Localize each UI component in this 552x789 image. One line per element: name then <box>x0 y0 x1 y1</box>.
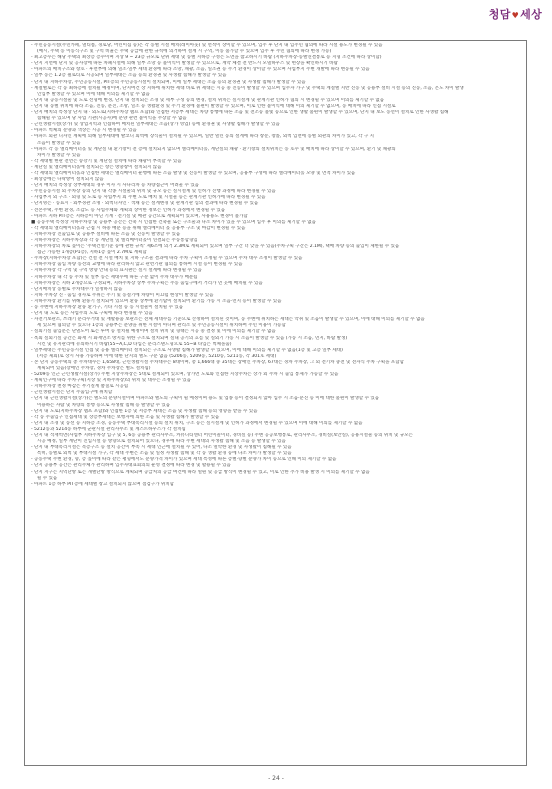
logo-text: 청담 <box>488 8 511 21</box>
notice-line: - 단지 내 도로 등은 사업주의 도로 구획에 따라 변경될 수 있음 <box>31 311 153 317</box>
notice-line: - 아파트 지하 PIT층은 지하층이 아닌 기계 · 전기실 및 배관 공간으로 계획되어 있으며, 사용용도 변경이 불가함 <box>31 213 248 219</box>
notice-line: - 본 단지 공동주택의 총 주차대수는 1,658대, 근린생활시설 주차대수는 8대이며, 총 1,666대 중 35대는 장애인 주차장, 67대는 경차 주차장, 그 외 전기차 충전 및 전자식 주차 구획을 포함함 <box>31 359 404 365</box>
notice-line: - 계단실 및 엘리베이터홀에 설치되는 창은 방충창이 설치되지 않음 <box>31 164 162 170</box>
notice-line: - 단지 지면에 단지 및 공사장에 따른 차폐시설에 의해 일부 조망 등 불이익이 발생할 수 있으므로, 계약 체결 전 반드시 모델하우스 및 현장을 확인하시기 바람 <box>31 61 338 67</box>
notice-line: - 근린생활시설은 단지 주출입구에 위치함 <box>31 390 113 396</box>
notice-line: - 주민공동시설 외 주차장 등의 단지 내 각종 시설물의 위치 및 규모 등은 실시설계 및 인허가 진행 과정에 따라 변경될 수 있음 <box>31 189 276 195</box>
notice-line: - 단지 배치의 특성상 단지 내 · 외도로(지하주차장 램프 포함)와 인접한 저층부 세대는 차량 통행에 따른 소음 및 전조등 불빛 등으로 인한 생활 불편이 발생할 수 있으며, 단지 내 보도 동선이 설치로 인한 사생활 침해 <box>31 110 449 116</box>
notice-line: 인입부 발생할 수 있으며 이에 대해 이의를 제기할 수 없음 <box>37 91 150 97</box>
notice-line: - 지하주차장 출입 차량 동선의 교행에 따라 관리하지 않고 관련기관 협의를 통하여 시설 등이 변경될 수 있음 <box>31 262 243 268</box>
notice-line: - 단지배치상 동별로 주차대수가 일정하지 않음 <box>31 286 123 292</box>
notice-line: - 공동주택 주변 환경, 향, 층 높이에 따라 같은 평형에서도 분양가격 차이가 있으며 세대 특성에 따른 층별·향별 분양가 차이 등으로 인해 이의 제기할 수 없음 <box>31 457 337 463</box>
notice-line: - 지하주차장 천정 마감은 무기질계 뿜칠로 시공됨 <box>31 384 129 390</box>
notice-line: - 단지 배치의 특성상 상부세대의 경우 이사 시 사다리차 등 차량접근이 어려울 수 있음 <box>31 183 200 189</box>
notice-line: - 아파트의 배치구조와 창호 · 후면부에 의해 일조·일부 세대 환경에 따라 조망, 채광, 소음, 일조권 등 주거 환경이 상이할 수 있으며 사업부지 주변 개발에 따라 변동될 수 있음 <box>31 67 370 73</box>
page-number: - 24 - <box>268 775 284 782</box>
notice-line: - 지하주차장 진출입로 및 공용부 설비에 따른 소음 및 진동이 발생할 수 있음 <box>31 231 181 237</box>
notice-line: - 지하주차장 환기를 위해 환풍기 설치되어 있으며 환풍 상부에 환기탑이 설치되어 환기를 가동 시 소음·먼지 등이 발생할 수 있음 <box>31 298 282 304</box>
notice-line: - 단지 공용부 공간은 관리주체가 관리하며 입주자대표회의의 운영 결정에 따라 변경 및 활용될 수 있음 <box>31 463 231 469</box>
notice-line: - 단지 내 도로(지하주차장 램프 포함)와 인접한 1층 및 저층부 세대는 소음 및 사생활 침해 등의 영향을 받을 수 있음 <box>31 408 258 414</box>
notice-line: - 지하주차장은 지하주차장과 각 동 계단실 및 엘리베이터홀이 연결되는 주동통합형임 <box>31 238 198 243</box>
notice-box <box>24 40 527 766</box>
notice-line: - 일부세대는 주민공동시설 인접 및 공용 엘리베이터 설치되는 구조로 사생활 침해가 발생할 수 있으며, 이에 대해 이의를 제기할 수 없음(1층 및 고층 일부 세대) <box>31 347 343 353</box>
notice-line: - 아파트 외관 디자인 계획에 의해 일부세대에 발코니 외벽에 장식물이 설치될 수 있으며, 일반 열린 동의 설계에 따라 창문, 창틀, 외벽 입면에 동별 외관의 차이가 있고, 각 구 지 <box>31 134 374 140</box>
notice-line: - 근린생활시설(상가) 및 상업지역과 인접하여 배치된 일부세대는 소음(상가 영업) 등에 환경권 및 사생활 침해가 발생할 수 있음 <box>31 122 280 128</box>
notice-line: 침해될 수 있으며 당 사업 기관(시공사)에 분양 관련 불이익을 주장할 수 없음 <box>37 116 187 122</box>
notice-line: - 단지 내 근린생활시설(상가)은 별도의 분양시설이며 아파트와 별도의 구획이 될 예정이며 용도 및 업종 등이 결정되지 않아 입주 시 소음·분진 등 이에 대한 불편이 발생할 수 있음 <box>31 396 380 402</box>
notice-line: - 동 주변에 지하주차장 환풍 환기구, 기타 시설 등 동 시설물이 설치될 수 있음 <box>31 305 184 311</box>
notice-line: - 사업부지 외 구조 · 외형 및 도로 등 사업부지 외 주변 도로 배치 및 시설물 등은 관계기관 인허가에 따라 변경될 수 있음 <box>31 195 266 201</box>
notice-line: - 각 동 주출입구 인접세대 및 상층부세대는 보행자에 의한 소음 및 사생활 침해가 발생할 수 있음 <box>31 414 220 420</box>
notice-line: - 5209동 인근 근린생활시설(상가) 주변 지상주차장은 5대로 설계되어 있으며, 상가면 도로와 인접한 지상주차는 상가 외 주차 시 출입 통제가 가능할 수 있음 <box>31 372 339 378</box>
notice-line: - 각 세대의 엘리베이터홀과 인접한 세대는 엘리베이터 운행에 따른 소음 발생 및 진동이 발생할 수 있으며, 공용부 구성에 따라 엘리베이터홀 모양 및 면적 차이가 있음 <box>31 170 356 176</box>
notice-line: - 지하 주차장 진 · 출입 경사로 주위는 주기 및 동절기에 차량이 미끄럼 현상이 발생할 수 있음 <box>31 292 214 298</box>
notice-line: - 지하주차장 내 각 동 주차 및 일부 동은 세대수에 따른 구분 없이 주차 대수가 배분됨 <box>31 274 198 280</box>
notice-line: - 5212동과 5214동 하부에 군관시설 관리사무소 및 계스트하우스가 각 설치됨 <box>31 426 186 432</box>
notice-line: - 단지 내 동별 위치에 따라 소음, 진동, 분진, 조망, 일조 등 생활환경 및 주거 환경에 불편이 발생할 수 있으며, 이로 인한 불이익에 대해 이의 제기할 수 없으며, 동 배치에 따라 인접 시설로 <box>31 103 396 109</box>
notice-line: 차이가 발생할 수 있음 <box>37 152 81 158</box>
notice-line: - 견본주택, 주변 환경, 조감도 등 사업주체와 계획의 상이한 정보는 인허가 과정에서 변경될 수 있음 <box>31 207 226 213</box>
notice-line: 특히, 동별로 외벽 및 부대시설 가구, 각 세대 주변은 소음 및 일정 사생활 침해 및 각 동 생활 환경 등에 다소 차이가 발생할 수 있음 <box>37 451 292 457</box>
notice-line: - 단지 내 부대복리시설은 복층구조 등 설치 공간이 부족 시 세대 인근에 설치될 수 있어, 다소 열악한 환경 및 사생활이 침해될 수 있음 <box>31 445 292 451</box>
notice-line: 접근 가능한 1개층(P1층), 지하1층 높이 2.7M로 계획함 <box>37 250 147 256</box>
notice-line: - 아파트 1층 하부 PIT층에 세대별 창고 설치되지 않으며 점검구가 위치함 <box>31 481 174 487</box>
notice-line: - 단지 내 석재벽면(사업부 지하주차장 입구 및 5, 6동 공용부 관리사무소, 커뮤니티센터 어린이놀이터, 경비실 등) 주변 공공보행통로, 관리사무소, 경비실(보안실), 공용시설물 등의 위치 및 규모는 <box>31 433 413 438</box>
notice-line: 세 있으며 협의할 수 있으나 1층의 공용부는 분양을 위한 시설이 아니며 관리소 및 주민공동시설이 위치하여 주민 이용이 가능함 <box>37 323 286 329</box>
notice-line: - 아파트 각 동 엘리베이터홀 및 계단실 내 환기창이 전 층에 설치되지 않으며 엘리베이터홀, 계단실의 채광 · 환기창의 설치위치는 동 호수 및 배치에 따라 상이할 수 있으며, 환기 및 채광의 <box>31 146 396 152</box>
notice-line: 시킨 및 유지관리에 유의하시기 바람(55~A,C,D 타입은 분리스탠드형으로 55~B 타입은 벽체돌출) <box>37 341 232 347</box>
notice-line: 시공 예정, 일부 계단이 진입시설 등 방향으로 설치되어 있으나, 경우에 따라 주변 세대의 사생활 침해 및 소음 등 발생할 수 있음 <box>37 439 286 445</box>
notice-line: (저층 제외)로 상시 사용 가능하며 이에 대한 단지의 별도 구분 없음 (5206동, 5209동, 5210동, 5211동, 각 301호 세대) <box>37 353 277 359</box>
notice-line: - 최상층에는 다락방이 설치되지 않음 <box>31 177 104 183</box>
notice-line: - 최고층수는 해당 주택의 최상층 층수이며 지상 9 ~ 23층 규모로 단위 세대 및 동별 지하층 구성은 도면을 참고하시기 바람 (지하주차장-동별연결통로 등 지형 조건에 따라 상이함) <box>31 55 382 61</box>
notice-line: - 단지명은 · 동표시 · 외부경관 조명 · 외벽디자인 · 색채 등은 설계변경 및 관계기관 심의 결과에 따라 변경될 수 있음 <box>31 201 259 207</box>
logo-text-2: 세상 <box>520 8 542 21</box>
notice-line: - 단지 지구는 지역난방 또는 개별난방 방식으로 계획되며 공급처의 공급 여건에 따라 열원 및 공급 방식이 변경될 수 있고, 이로 인한 추가 비용 발생 시 이의를 제기할 수 없음 <box>31 469 370 475</box>
notice-line: - 단지 내 지하주차장, 주민공동시설, PIT층의 주민공동시설이 설치되며, 이에 일부 세대는 소음 등의 환경권 및 사생활 침해가 발생할 수 있음 <box>31 79 306 85</box>
notice-line: 소음이 발생할 수 있음 <box>37 140 81 146</box>
notice-line: - 계절별로는 각 동 최하층에 설치될 예정이며, 단지여건 상 지하에 위치한 세대 바로 위 세대는 시공 중 진동이 발생할 수 있으며 입주자 가구 및 주택의 계절별 지반 진동 및 공용부 설비 시설 등의 진동, 소음, 온도 차이 발생 <box>31 85 464 91</box>
notice-line: (예시, 주택 동 이동식구조 및 구역 비율은 주택 공급에 관한 규칙에 의거하여 설계 시 구역, 이동 불가할 수 있으며 입주 후 주민 협의에 따라 변경 가능) <box>37 49 332 55</box>
brand-logo <box>489 6 542 22</box>
notice-line: ■ 공동주택 특성상 지하주차장 및 공용부 공간은 건축 시 인접한 건축물 또는 구조물과 다소 차이가 있을 수 있으며 입주 후 이의를 제기할 수 없음 <box>31 219 316 225</box>
notice-line: - 옥외 실외기실 공간은 화재 시 화재연소 방지를 위한 구조로 설치되며 실내 공기의 흐름 및 실외기 가동 시 소음이 발생할 수 있음 (가동 시 소음, 먼지, 바람 발생) <box>31 335 348 341</box>
notice-line: - 단지 내 공동시설물 및 도로 선형에 변경, 단지 내 설치되는 조경 및 세부 구성 등의 변경, 설치 위치는 실시설계 및 관계기관 인허가 협의 시 변경될 수 있으며 이의를 제기할 수 없음 <box>31 97 385 103</box>
heart-icon: ♥ <box>511 10 520 20</box>
notice-line: 계획되어 있음(장애인 주차장, 경차 주차장은 별도 설치됨) <box>37 365 151 371</box>
notice-line: - 단지 내 조경 및 동선 등 지하층 조경, 공동주택 부대복리시설 등의 설치 위치, 구조 등은 실시설계 및 인허가 과정에서 변경될 수 있으며 이에 대해 이의를 제기할 수 없음 <box>31 420 363 426</box>
notice-line: - 각 세대의 엘리베이터홀과 근접 시 하중 배분 등을 위해 엘리베이터 홀 공용부 구조 및 마감이 변경될 수 있음 <box>31 225 246 231</box>
notice-line: - 각 세대별 현관 전면은 승강기 및 계단실 설치에 따라 채광이 부족할 수 있음 <box>31 158 182 164</box>
notice-line: 될 수 있음 <box>37 475 58 481</box>
notice-line: - 계획인구에 따라 주차구획(지상 및 지하주차장)의 위치 및 대수는 조정될 수 있음 <box>31 378 191 384</box>
notice-line: - 일부 동은 1.2층 필로티로 시공되며 일부세대는 소음 등의 환경권 및 사생활 침해가 발생할 수 있음 <box>31 73 227 79</box>
notice-line: - 주차장(지하주차장 포함)은 건설 전 시설 배치 및 지하 구조물 결과에 따라 주차 구획이 조정될 수 있으며 주차 대수 조정이 발생할 수 있음 <box>31 256 303 262</box>
notice-line: - 주민공동시설(주민카페, 멀티룸, 경로당, 어린이집 등)은 각 동별 시설 배치(레이아웃) 및 면적이 상이할 수 있으며, 입주 후 단지 내 입주민 협의에 따라 시설 용도가 변경될 수 있음 <box>31 43 383 48</box>
notice-line: - 지하주차장의 차로 높이는 '주택건설기준 등에 관한 규칙' 제6조에 의거 2.3M로 계획되어 있으며 일부 구간 더 낮을 수 있음(주차구획 구간은 2.1M), 택배 차량 등의 출입이 제한될 수 있음 <box>31 244 400 250</box>
notice-line: - 지하주차장은 지하 2개층으로 구성되며, 지하주차장 상부 주차구획은 주동 출입구에서 거리가 먼 곳에 배치될 수 있음 <box>31 280 263 286</box>
notice-line: - 자전거보관소, 쓰레기 분리수거대 및 재활용품 보관소는 전체 세대수를 기준으로 산정하여 설치된 것이며, 동 주변에 위치하는 세대는 악취 및 소음이 발생할 수 있으며, 이에 대해 이의를 제기할 수 없음 <box>31 317 425 323</box>
notice-line: - 지하주차장 각 구역 및 구역 방향 안내 등의 표지판은 실시 설계에 따라 변경될 수 있음 <box>31 268 202 274</box>
notice-line: - 실외기실 출입문은 단열도어 또는 루버 등 설치될 예정이며 설치 위치 및 형태는 시공 중 결정 및 이에 이의를 제기할 수 없음 <box>31 329 276 335</box>
notice-line: - 아파트 벽체의 문양과 색상은 시공 시 변경될 수 있음 <box>31 128 137 134</box>
notice-line: 이용하는 사람 및 차량의 통행 등으로 사생활 침해 등 발생할 수 있음 <box>37 402 171 408</box>
